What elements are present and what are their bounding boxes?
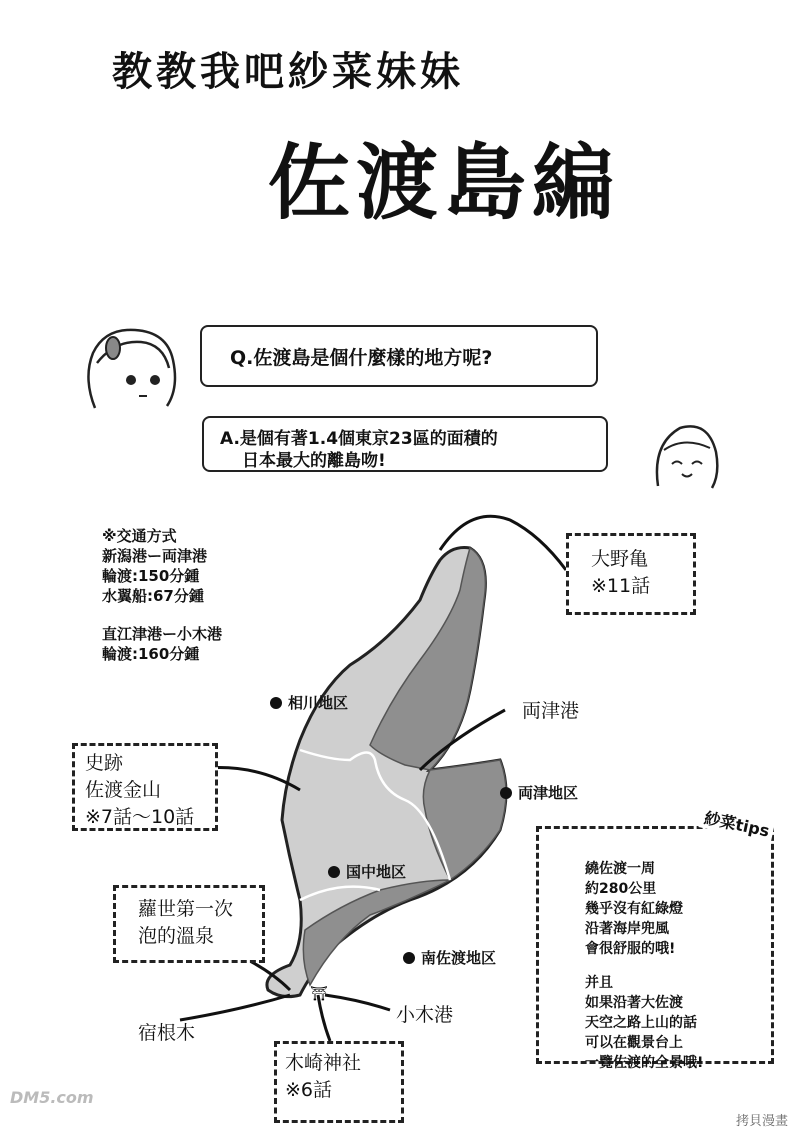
ryotsu-port-label: 両津港 [522,700,580,722]
dot-icon [403,952,415,964]
tips-line: 并且 [585,975,613,991]
shrine-icon: ⛩ [310,986,328,1002]
answer-text-line1: A.是個有著1.4個東京23區的面積的 [220,429,498,449]
tips-line: 可以在觀景台上 [585,1035,683,1051]
watermark-right: 拷貝漫畫 [736,1114,789,1129]
tips-heading: 紗菜tips [698,805,775,843]
shukunegi-label: 宿根木 [138,1022,196,1044]
tips-line: 一覽佐渡的全景哦! [585,1055,704,1071]
dot-icon [270,697,282,709]
kinzan-line2: 佐渡金山 [85,779,162,801]
tips-line: 約280公里 [585,881,657,897]
box-kinzan [72,743,218,831]
onsen-line2: 泡的溫泉 [138,925,215,947]
series-title: 教教我吧紗菜妹妹 [112,49,464,95]
route2: 直江津港ー小木港 [102,625,223,643]
ono-line1: 大野亀 [591,548,649,570]
tips-line: 天空之路上山的話 [585,1015,697,1031]
onsen-line1: 蘿世第一次 [138,898,234,920]
place-ryotsu [500,782,578,803]
box-kizaki [274,1041,404,1123]
place-ryotsu-label: 両津地区 [518,784,579,802]
kinzan-line1: 史跡 [85,752,124,774]
box-onsen [113,885,265,963]
route1-ferry: 輪渡:150分鍾 [102,567,200,585]
ogi-port-label: 小木港 [396,1004,454,1026]
question-text: Q.佐渡島是個什麼樣的地方呢? [230,346,493,369]
place-minamisado-label: 南佐渡地区 [421,949,497,967]
route2-ferry: 輪渡:160分鍾 [102,645,200,663]
place-kuninaka-label: 国中地区 [346,863,407,881]
watermark-left: DM5.com [10,1088,94,1107]
tips-line: 繞佐渡一周 [585,861,655,877]
place-kuninaka [328,861,406,882]
tips-line: 幾乎沒有紅綠燈 [585,901,683,917]
place-minamisado [403,947,496,968]
dot-icon [328,866,340,878]
place-aikawa-label: 相川地区 [288,694,349,712]
kizaki-line1: 木崎神社 [285,1052,362,1074]
place-aikawa [270,692,348,713]
ono-line2: ※11話 [591,575,651,597]
route1: 新潟港ー両津港 [102,547,208,565]
tips-line: 沿著海岸兜風 [585,921,669,937]
answer-text-line2: 日本最大的離島吻! [242,451,386,471]
tips-line: 如果沿著大佐渡 [585,995,683,1011]
dot-icon [500,787,512,799]
box-ono [566,533,696,615]
kinzan-line3: ※7話～10話 [85,806,195,828]
tips-box [536,826,774,1071]
tips-line: 會很舒服的哦! [585,941,676,957]
kizaki-line2: ※6話 [285,1079,333,1101]
transport-heading: ※交通方式 [102,527,177,545]
chapter-title: 佐渡島編 [268,136,621,231]
route1-hydrofoil: 水翼船:67分鍾 [102,587,204,605]
